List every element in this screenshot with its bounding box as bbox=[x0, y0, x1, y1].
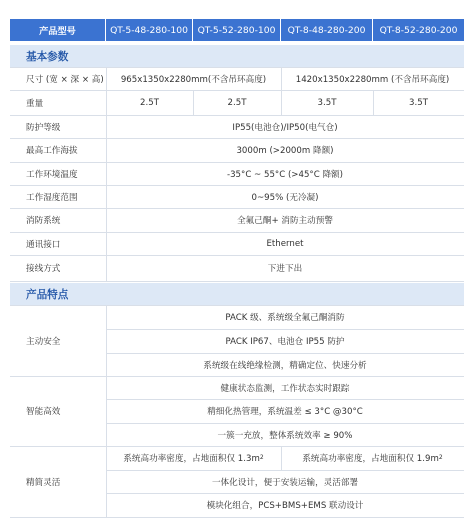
active-safety-label: 主动安全 bbox=[26, 336, 61, 347]
power-density-small: 系统高功率密度，占地面积仅 1.3m 2 bbox=[123, 454, 264, 464]
grid-line bbox=[10, 232, 464, 233]
altitude-label: 最高工作海拔 bbox=[26, 146, 78, 156]
grid-line bbox=[193, 90, 194, 115]
weight-value-3: 3.5T bbox=[317, 97, 337, 108]
grid-line bbox=[106, 399, 464, 400]
section-basic-params: 基本参数 bbox=[10, 45, 464, 67]
grid-line bbox=[10, 446, 464, 447]
grid-line bbox=[106, 470, 464, 471]
header-model-1: QT-5-48-280-100 bbox=[106, 19, 193, 41]
fire-system-label: 消防系统 bbox=[26, 216, 61, 226]
grid-line bbox=[10, 255, 464, 256]
wiring-label: 接线方式 bbox=[26, 264, 61, 274]
power-density-large-text: 系统高功率密度，占地面积仅 1.9m bbox=[302, 454, 439, 464]
grid-line bbox=[10, 162, 464, 163]
compact-flexible-item-1: 一体化设计，便于安装运输，灵活部署 bbox=[211, 477, 359, 488]
grid-line bbox=[106, 67, 107, 281]
weight-value-4: 3.5T bbox=[409, 97, 428, 108]
grid-line bbox=[106, 329, 464, 330]
section-product-features: 产品特点 bbox=[10, 283, 464, 305]
comm-interface-value: Ethernet bbox=[266, 238, 304, 249]
smart-efficient-item-1: 健康状态监测，工作状态实时跟踪 bbox=[220, 383, 350, 394]
header-model-3: QT-8-48-280-200 bbox=[281, 19, 373, 41]
size-value-large: 1420x1350x2280mm (不含吊环高度) bbox=[295, 74, 450, 85]
humidity-label: 工作湿度范围 bbox=[26, 192, 78, 203]
grid-line bbox=[10, 90, 464, 91]
active-safety-item-2: PACK IP67、电池仓 IP55 防护 bbox=[225, 337, 345, 347]
humidity-value: 0~95% (无冷凝) bbox=[251, 192, 319, 203]
protection-label: 防护等级 bbox=[26, 122, 61, 133]
smart-efficient-item-2: 精细化热管理，系统温差 ≤ 3°C @30°C bbox=[207, 407, 363, 417]
grid-line bbox=[10, 305, 464, 306]
grid-line bbox=[106, 423, 464, 424]
grid-line bbox=[106, 305, 107, 517]
temperature-value: -35°C ~ 55°C (>45°C 降额) bbox=[226, 169, 344, 180]
protection-value: IP55(电池仓)/IP50(电气仓) bbox=[232, 122, 338, 133]
temperature-label: 工作环境温度 bbox=[26, 169, 78, 180]
grid-line bbox=[106, 353, 464, 354]
header-model-2: QT-5-52-280-100 bbox=[193, 19, 281, 41]
grid-line bbox=[373, 90, 374, 115]
power-density-large: 系统高功率密度，占地面积仅 1.9m 2 bbox=[302, 454, 443, 464]
grid-line bbox=[10, 517, 464, 518]
weight-value-2: 2.5T bbox=[227, 97, 247, 108]
weight-value-1: 2.5T bbox=[140, 97, 159, 108]
altitude-value: 3000m (>2000m 降额) bbox=[236, 146, 334, 156]
grid-line bbox=[10, 185, 464, 186]
fire-system-value: 全氟己酮+ 消防主动预警 bbox=[237, 216, 333, 226]
grid-line bbox=[106, 493, 464, 494]
grid-line bbox=[10, 376, 464, 377]
smart-efficient-label: 智能高效 bbox=[26, 407, 61, 417]
power-density-small-text: 系统高功率密度，占地面积仅 1.3m bbox=[123, 454, 260, 464]
weight-label: 重量 bbox=[26, 98, 44, 109]
active-safety-item-1: PACK 级、系统级全氟己酮消防 bbox=[225, 313, 345, 323]
grid-line bbox=[281, 67, 282, 115]
size-value-small: 965x1350x2280mm(不含吊环高度) bbox=[120, 74, 267, 85]
active-safety-item-3: 系统级在线绝缘检测，精确定位、快速分析 bbox=[203, 360, 367, 371]
header-product-model: 产品型号 bbox=[10, 19, 106, 41]
smart-efficient-item-3: 一簇一充放，整体系统效率 ≥ 90% bbox=[217, 430, 353, 441]
grid-line bbox=[10, 208, 464, 209]
compact-flexible-label: 精简灵活 bbox=[26, 477, 61, 488]
size-label: 尺寸 (宽 × 深 × 高) bbox=[26, 74, 104, 85]
comm-interface-label: 通讯接口 bbox=[26, 239, 61, 250]
grid-line bbox=[10, 138, 464, 139]
grid-line bbox=[10, 115, 464, 116]
wiring-value: 下进下出 bbox=[267, 264, 303, 274]
header-model-4: QT-8-52-280-200 bbox=[373, 19, 464, 41]
grid-line bbox=[10, 67, 464, 68]
grid-line bbox=[10, 281, 464, 282]
compact-flexible-item-2: 模块化组合，PCS+BMS+EMS 联动设计 bbox=[206, 501, 364, 511]
grid-line bbox=[281, 446, 282, 470]
